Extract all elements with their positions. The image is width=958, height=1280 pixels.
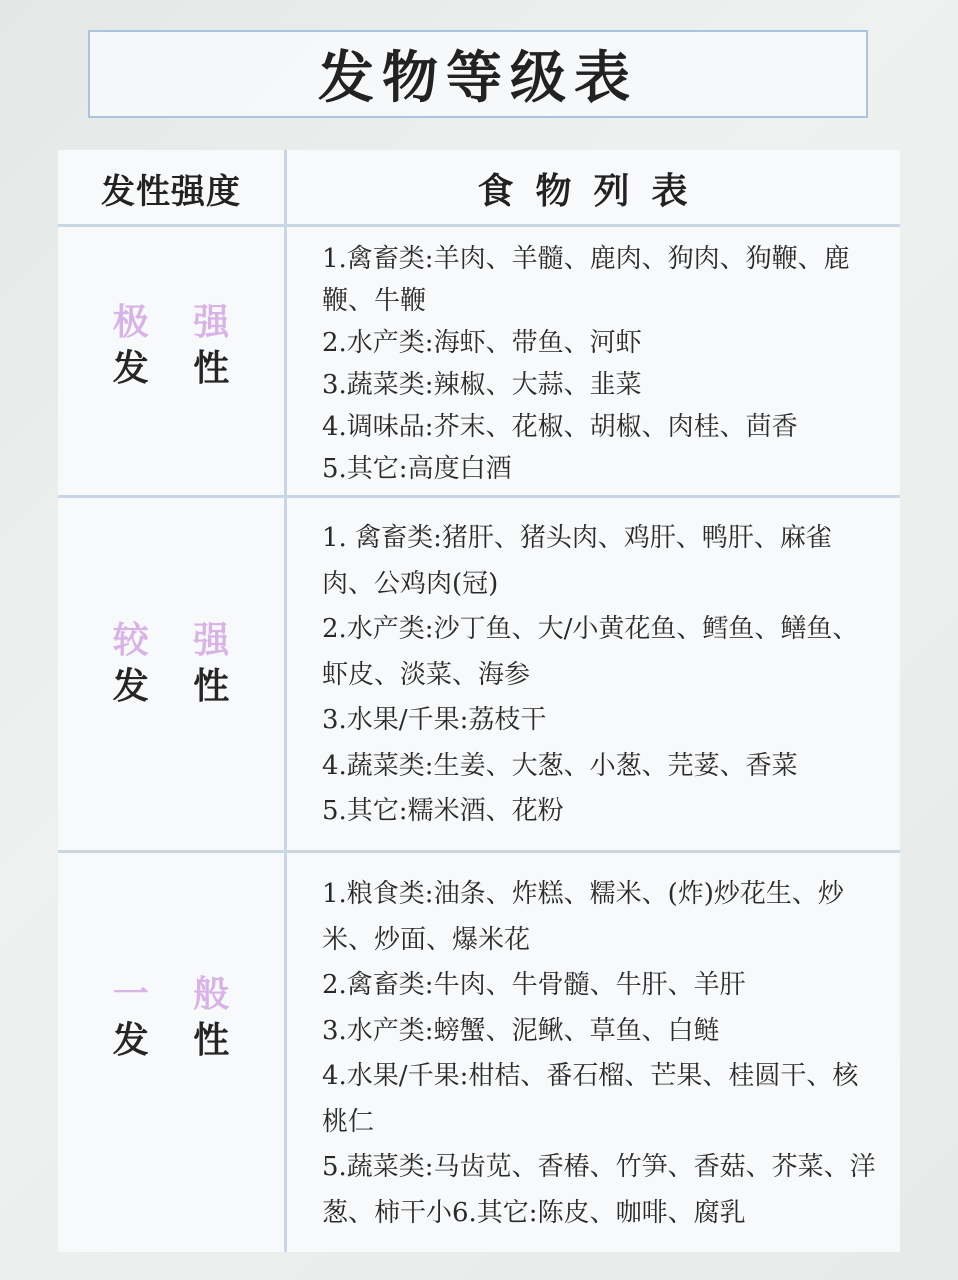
food-item: 4.蔬菜类:生姜、大葱、小葱、芫荽、香菜 [322, 750, 798, 781]
row-divider [58, 495, 900, 498]
food-item: 3.水产类:螃蟹、泥鳅、草鱼、白鲢 [322, 1015, 720, 1046]
level-label-top: 一 般 [112, 974, 246, 1015]
food-item: 4.调味品:芥末、花椒、胡椒、肉桂、茴香 [322, 412, 798, 442]
level-label-bottom: 发 性 [112, 348, 246, 389]
row-divider [58, 850, 900, 853]
foods-cell [322, 516, 882, 835]
level-label-bottom: 发 性 [112, 666, 246, 707]
food-item: 3.蔬菜类:辣椒、大蒜、韭菜 [322, 370, 642, 400]
level-label-top: 极 强 [112, 302, 246, 343]
level-cell-strong [58, 618, 284, 710]
level-label-bottom: 发 性 [112, 1020, 246, 1061]
food-item: 5.蔬菜类:马齿苋、香椿、竹笋、香菇、芥菜、洋葱、柿干小6.其它:陈皮、咖啡、腐乳 [322, 1152, 876, 1228]
level-cell-normal [58, 972, 284, 1064]
column-divider [284, 150, 287, 1252]
food-item: 5.其它:糯米酒、花粉 [322, 796, 564, 826]
header-foods: 食物列表 [477, 170, 710, 212]
food-item: 1. 禽畜类:猪肝、猪头肉、鸡肝、鸭肝、麻雀肉、公鸡肉(冠) [322, 523, 832, 599]
foods-cell [322, 872, 882, 1236]
page-title: 发物等级表 [318, 45, 638, 111]
food-level-table [58, 150, 900, 1252]
food-item: 2.水产类:海虾、带鱼、河虾 [322, 328, 642, 358]
header-level: 发性强度 [101, 171, 241, 212]
food-item: 5.其它:高度白酒 [322, 454, 512, 484]
food-item: 3.水果/千果:荔枝干 [322, 705, 547, 735]
foods-cell [322, 238, 882, 490]
food-item: 1.粮食类:油条、炸糕、糯米、(炸)炒花生、炒米、炒面、爆米花 [322, 879, 844, 955]
title-box [88, 30, 868, 118]
food-item: 2.禽畜类:牛肉、牛骨髓、牛肝、羊肝 [322, 970, 746, 1000]
level-cell-extreme [58, 300, 284, 392]
level-label-top: 较 强 [112, 620, 246, 661]
food-item: 2.水产类:沙丁鱼、大/小黄花鱼、鳕鱼、鳝鱼、虾皮、淡菜、海参 [322, 614, 859, 690]
food-item: 1.禽畜类:羊肉、羊髓、鹿肉、狗肉、狗鞭、鹿鞭、牛鞭 [322, 244, 850, 316]
food-item: 4.水果/千果:柑桔、番石榴、芒果、桂圆干、核桃仁 [322, 1061, 859, 1137]
